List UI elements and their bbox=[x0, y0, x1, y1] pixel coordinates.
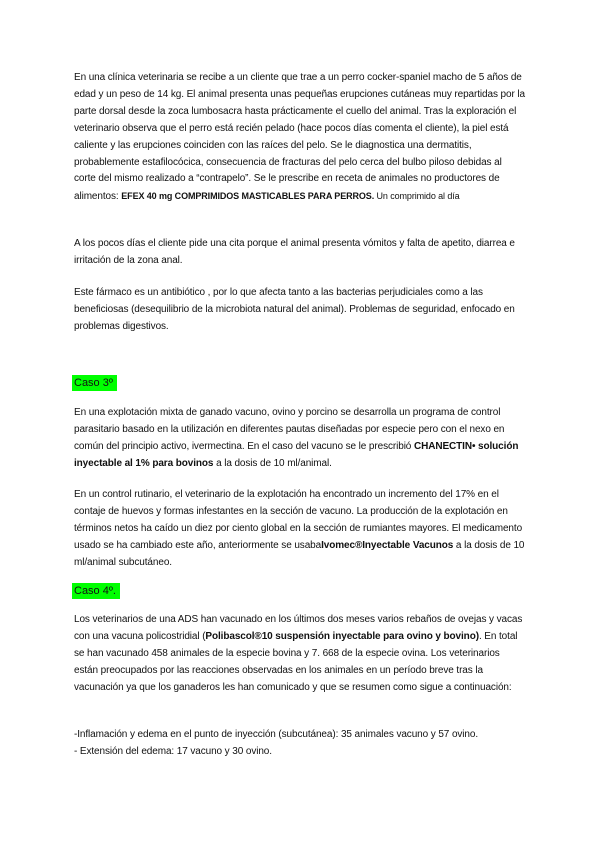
paragraph-text: Un comprimido al día bbox=[374, 191, 460, 202]
paragraph-text: En un control rutinario, el veterinario de la explotación ha encontrado un incremento del 17% en el contaje de huevos y formas infestantes en la sección de vacuno. La producción de la explotación en términos netos ha caído un diez por ciento global en la sección de rumiantes mayores. El medicamento usado se ha cambiado este año, anteriormente se usaba bbox=[74, 489, 523, 551]
reaction-line-2: - Extensión del edema: 17 vacuno y 30 ovino. bbox=[74, 746, 272, 757]
paragraph-text: Los veterinarios de una ADS han vacunado en los últimos dos meses varios rebaños de ovejas y vacas con una vacuna policostridial ( bbox=[74, 614, 523, 642]
paragraph-text: En una clínica veterinaria se recibe a un cliente que trae a un perro cocker-spaniel macho de 5 años de edad y un peso de 14 kg. El animal presenta unas pequeñas erupciones cutáneas muy repartidas por la parte dorsal desde la zoca lumbosacra hasta prácticamente el cuello del animal. Tras la exploración el veterinario observa que el perro está recién pelado (hace pocos días comenta el cliente), la piel está caliente y las erupciones coinciden con las raíces del pelo. Se le diagnostica una dermatitis, probablemente estafilocócica, consecuencia de fracturas del pelo cerca del bulbo piloso debidas al corte del mismo realizado a “contrapelo”. Se le prescribe en receta de animales no productores de alimentos: bbox=[74, 72, 525, 203]
paragraph-text: a la dosis de 10 ml/animal. bbox=[213, 457, 332, 469]
reaction-line-1: -Inflamación y edema en el punto de inyección (subcutánea): 35 animales vacuno y 57 ovino. bbox=[74, 729, 479, 740]
paragraph-text: . En total se han vacunado 458 animales de la especie bovina y 7. 668 de la especie ovina. Los veterinarios están preocupados por las reacciones observadas en los animales en un período breve tras la vacunación ya que los ganaderos les han comunicado y que se resumen como sigue a continuación: bbox=[74, 630, 518, 693]
case-4-paragraph bbox=[74, 612, 526, 697]
drug-name: Polibascol®10 suspensión inyectable para ovino y bovino) bbox=[205, 630, 479, 642]
case-2-intro-paragraph bbox=[74, 70, 526, 206]
analysis-paragraph: Este fármaco es un antibiótico , por lo que afecta tanto a las bacterias perjudiciales como a las beneficiosas (desequilibrio de la microbiota natural del animal). Problemas de seguridad, enfocado en problemas digestivos. bbox=[74, 287, 515, 332]
drug-name: Ivomec®Inyectable Vacunos bbox=[321, 539, 454, 551]
case-4-heading: Caso 4º. bbox=[72, 583, 120, 599]
case-3-paragraph-2 bbox=[74, 487, 526, 572]
paragraph-text: a la dosis de 10 ml/animal subcutáneo. bbox=[74, 539, 525, 568]
drug-name: EFEX 40 mg COMPRIMIDOS MASTICABLES PARA PERROS. bbox=[121, 191, 375, 202]
paragraph-text: En una explotación mixta de ganado vacuno, ovino y porcino se desarrolla un programa de control parasitario basado en la utilización en diferentes pautas diseñadas por especie pero con el nexo en común del principio activo, ivermectina. En el caso del vacuno se le prescribió bbox=[74, 407, 505, 452]
followup-paragraph: A los pocos días el cliente pide una cita porque el animal presenta vómitos y falta de apetito, diarrea e irritación de la zona anal. bbox=[74, 238, 515, 266]
case-3-heading: Caso 3º bbox=[72, 375, 117, 391]
case-3-paragraph-1 bbox=[74, 405, 526, 473]
drug-name: CHANECTIN• solución inyectable al 1% para bovinos bbox=[74, 440, 519, 469]
